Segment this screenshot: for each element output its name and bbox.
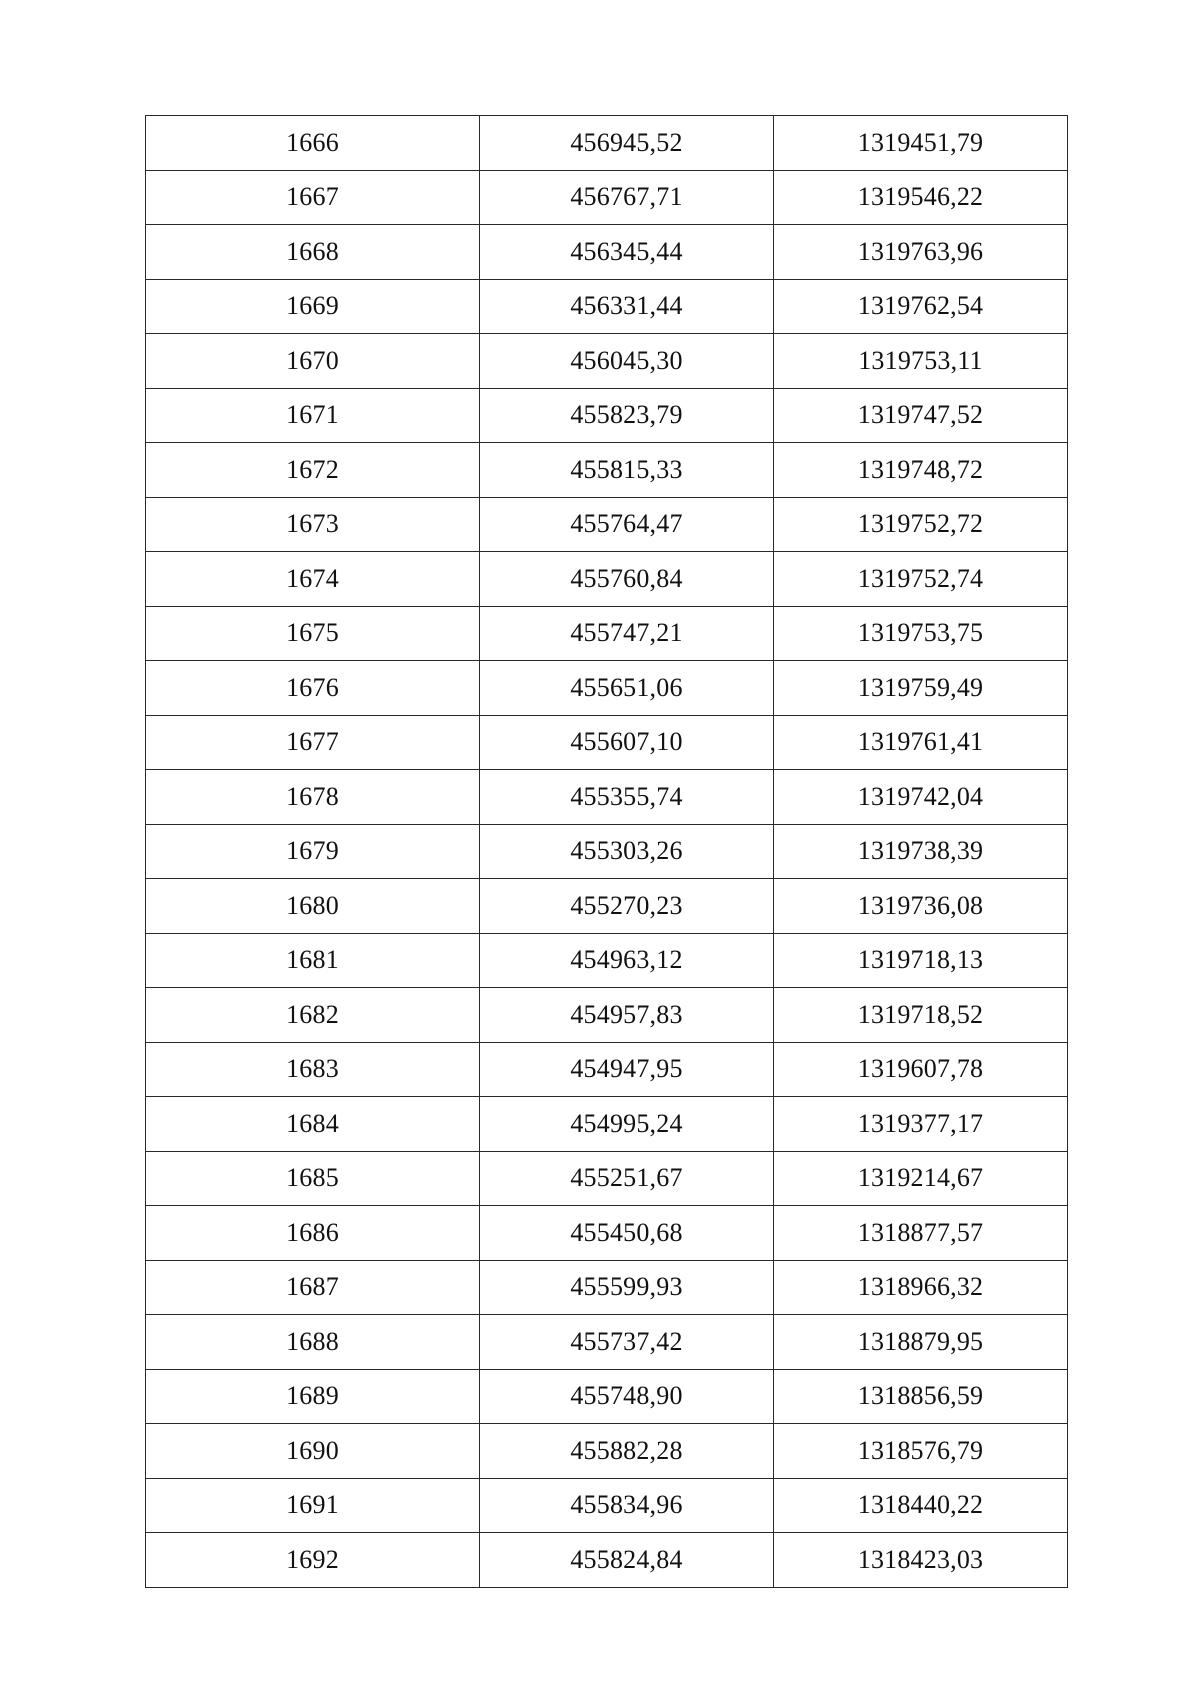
- point-number-cell: 1667: [146, 170, 480, 225]
- y-coordinate-cell: 1319738,39: [774, 824, 1068, 879]
- point-number-cell: 1686: [146, 1206, 480, 1261]
- y-coordinate-cell: 1318856,59: [774, 1369, 1068, 1424]
- table-row: [146, 606, 1068, 661]
- x-coordinate-cell: 455251,67: [480, 1151, 774, 1206]
- y-coordinate-cell: 1318576,79: [774, 1424, 1068, 1479]
- y-coordinate-cell: 1319761,41: [774, 715, 1068, 770]
- point-number-cell: 1676: [146, 661, 480, 716]
- table-row: [146, 661, 1068, 716]
- point-number-cell: 1677: [146, 715, 480, 770]
- y-coordinate-cell: 1319451,79: [774, 116, 1068, 171]
- x-coordinate-cell: 455760,84: [480, 552, 774, 607]
- x-coordinate-cell: 454947,95: [480, 1042, 774, 1097]
- y-coordinate-cell: 1318879,95: [774, 1315, 1068, 1370]
- table-row: [146, 443, 1068, 498]
- y-coordinate-cell: 1319752,72: [774, 497, 1068, 552]
- point-number-cell: 1691: [146, 1478, 480, 1533]
- y-coordinate-cell: 1319759,49: [774, 661, 1068, 716]
- x-coordinate-cell: 455450,68: [480, 1206, 774, 1261]
- table-row: [146, 116, 1068, 171]
- table-row: [146, 1424, 1068, 1479]
- table-row: [146, 1042, 1068, 1097]
- point-number-cell: 1671: [146, 388, 480, 443]
- table-row: [146, 1151, 1068, 1206]
- y-coordinate-cell: 1319607,78: [774, 1042, 1068, 1097]
- table-row: [146, 824, 1068, 879]
- table-row: [146, 170, 1068, 225]
- x-coordinate-cell: 455599,93: [480, 1260, 774, 1315]
- point-number-cell: 1670: [146, 334, 480, 389]
- y-coordinate-cell: 1319763,96: [774, 225, 1068, 280]
- point-number-cell: 1685: [146, 1151, 480, 1206]
- x-coordinate-cell: 455651,06: [480, 661, 774, 716]
- point-number-cell: 1673: [146, 497, 480, 552]
- x-coordinate-cell: 455747,21: [480, 606, 774, 661]
- x-coordinate-cell: 454995,24: [480, 1097, 774, 1152]
- table-row: [146, 715, 1068, 770]
- coordinates-table-body: [146, 116, 1068, 1588]
- y-coordinate-cell: 1319762,54: [774, 279, 1068, 334]
- table-row: [146, 552, 1068, 607]
- x-coordinate-cell: 455764,47: [480, 497, 774, 552]
- table-row: [146, 1097, 1068, 1152]
- x-coordinate-cell: 455882,28: [480, 1424, 774, 1479]
- point-number-cell: 1682: [146, 988, 480, 1043]
- y-coordinate-cell: 1319753,11: [774, 334, 1068, 389]
- table-row: [146, 1478, 1068, 1533]
- y-coordinate-cell: 1318966,32: [774, 1260, 1068, 1315]
- table-row: [146, 497, 1068, 552]
- x-coordinate-cell: 455824,84: [480, 1533, 774, 1588]
- x-coordinate-cell: 454963,12: [480, 933, 774, 988]
- x-coordinate-cell: 456345,44: [480, 225, 774, 280]
- point-number-cell: 1683: [146, 1042, 480, 1097]
- point-number-cell: 1668: [146, 225, 480, 280]
- y-coordinate-cell: 1319546,22: [774, 170, 1068, 225]
- y-coordinate-cell: 1318423,03: [774, 1533, 1068, 1588]
- table-row: [146, 933, 1068, 988]
- y-coordinate-cell: 1319747,52: [774, 388, 1068, 443]
- coordinates-table: [145, 115, 1068, 1588]
- point-number-cell: 1672: [146, 443, 480, 498]
- table-row: [146, 1206, 1068, 1261]
- point-number-cell: 1680: [146, 879, 480, 934]
- x-coordinate-cell: 456945,52: [480, 116, 774, 171]
- x-coordinate-cell: 455834,96: [480, 1478, 774, 1533]
- point-number-cell: 1675: [146, 606, 480, 661]
- y-coordinate-cell: 1319214,67: [774, 1151, 1068, 1206]
- x-coordinate-cell: 455270,23: [480, 879, 774, 934]
- table-row: [146, 388, 1068, 443]
- x-coordinate-cell: 455737,42: [480, 1315, 774, 1370]
- point-number-cell: 1687: [146, 1260, 480, 1315]
- x-coordinate-cell: 456331,44: [480, 279, 774, 334]
- y-coordinate-cell: 1319742,04: [774, 770, 1068, 825]
- x-coordinate-cell: 455355,74: [480, 770, 774, 825]
- y-coordinate-cell: 1319718,52: [774, 988, 1068, 1043]
- x-coordinate-cell: 454957,83: [480, 988, 774, 1043]
- x-coordinate-cell: 455823,79: [480, 388, 774, 443]
- table-row: [146, 1260, 1068, 1315]
- table-row: [146, 770, 1068, 825]
- table-row: [146, 279, 1068, 334]
- y-coordinate-cell: 1319718,13: [774, 933, 1068, 988]
- point-number-cell: 1679: [146, 824, 480, 879]
- point-number-cell: 1678: [146, 770, 480, 825]
- y-coordinate-cell: 1319753,75: [774, 606, 1068, 661]
- x-coordinate-cell: 456767,71: [480, 170, 774, 225]
- point-number-cell: 1688: [146, 1315, 480, 1370]
- table-row: [146, 1369, 1068, 1424]
- point-number-cell: 1690: [146, 1424, 480, 1479]
- table-row: [146, 1533, 1068, 1588]
- table-row: [146, 334, 1068, 389]
- table-row: [146, 1315, 1068, 1370]
- table-row: [146, 879, 1068, 934]
- y-coordinate-cell: 1319752,74: [774, 552, 1068, 607]
- x-coordinate-cell: 455303,26: [480, 824, 774, 879]
- x-coordinate-cell: 456045,30: [480, 334, 774, 389]
- point-number-cell: 1674: [146, 552, 480, 607]
- x-coordinate-cell: 455748,90: [480, 1369, 774, 1424]
- point-number-cell: 1692: [146, 1533, 480, 1588]
- table-row: [146, 225, 1068, 280]
- x-coordinate-cell: 455815,33: [480, 443, 774, 498]
- y-coordinate-cell: 1318877,57: [774, 1206, 1068, 1261]
- x-coordinate-cell: 455607,10: [480, 715, 774, 770]
- table-row: [146, 988, 1068, 1043]
- point-number-cell: 1681: [146, 933, 480, 988]
- point-number-cell: 1684: [146, 1097, 480, 1152]
- point-number-cell: 1669: [146, 279, 480, 334]
- point-number-cell: 1666: [146, 116, 480, 171]
- point-number-cell: 1689: [146, 1369, 480, 1424]
- y-coordinate-cell: 1318440,22: [774, 1478, 1068, 1533]
- y-coordinate-cell: 1319748,72: [774, 443, 1068, 498]
- y-coordinate-cell: 1319377,17: [774, 1097, 1068, 1152]
- y-coordinate-cell: 1319736,08: [774, 879, 1068, 934]
